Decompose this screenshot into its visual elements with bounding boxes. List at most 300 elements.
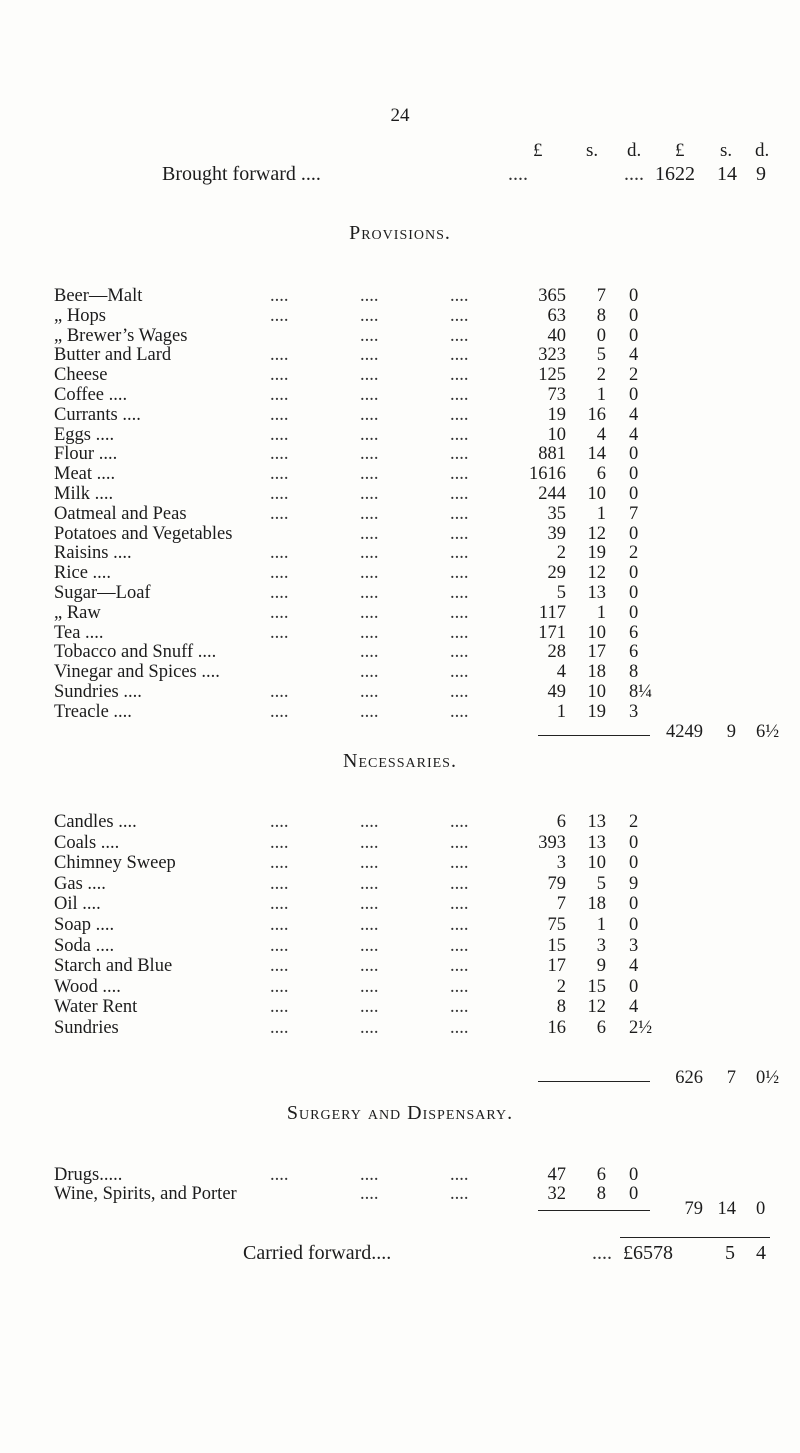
item-label: Sundries — [54, 1018, 119, 1038]
pence-value: 6 — [629, 642, 639, 663]
pounds-value: 881 — [538, 444, 566, 465]
leader-dots: .... — [360, 1183, 379, 1204]
leader-dots: .... — [270, 503, 289, 524]
ledger-row — [0, 682, 800, 704]
brought-forward-dots: .... — [508, 163, 528, 185]
leader-dots: .... — [360, 602, 379, 623]
leader-dots: .... — [450, 543, 469, 564]
leader-dots: .... — [450, 682, 469, 702]
pence-value: 9 — [629, 873, 639, 894]
leader-dots: .... — [360, 1018, 379, 1038]
item-label: Candles .... — [54, 812, 137, 832]
pence-value: 8 — [629, 662, 639, 683]
item-label: „ Hops — [54, 305, 106, 326]
pounds-value: 7 — [556, 894, 566, 915]
shillings-value: 18 — [587, 894, 606, 915]
leader-dots: .... — [450, 812, 469, 832]
pence-value: 0 — [629, 325, 639, 346]
leader-dots: .... — [270, 365, 289, 386]
leader-dots: .... — [450, 976, 469, 997]
leader-dots: .... — [450, 365, 469, 386]
leader-dots: .... — [450, 915, 469, 935]
pounds-value: 4 — [556, 662, 566, 683]
leader-dots: .... — [450, 1183, 469, 1204]
leader-dots: .... — [450, 894, 469, 915]
leader-dots: .... — [450, 853, 469, 874]
pence-value: 4 — [629, 956, 639, 977]
leader-dots: .... — [450, 583, 469, 603]
brought-forward-label: Brought forward .... — [162, 163, 321, 185]
pounds-header-1: £ — [533, 140, 543, 161]
leader-dots: .... — [450, 1018, 469, 1038]
section-total-rule — [538, 1081, 650, 1082]
leader-dots: .... — [450, 523, 469, 544]
leader-dots: .... — [360, 832, 379, 853]
leader-dots: .... — [270, 997, 289, 1018]
item-label: Treacle .... — [54, 701, 132, 722]
ledger-row — [0, 812, 800, 834]
pounds-value: 39 — [547, 523, 566, 544]
leader-dots: .... — [270, 404, 289, 425]
leader-dots: .... — [450, 345, 469, 366]
carried-forward-pence: 4 — [756, 1242, 766, 1264]
carried-forward-dots: .... — [592, 1242, 612, 1264]
ledger-row — [0, 425, 800, 447]
shillings-value: 2 — [596, 365, 606, 386]
ledger-row — [0, 484, 800, 506]
shillings-value: 13 — [587, 583, 606, 603]
pounds-value: 63 — [547, 305, 566, 326]
pounds-value: 171 — [538, 622, 566, 643]
pounds-value: 117 — [538, 602, 566, 623]
leader-dots: .... — [360, 915, 379, 935]
pence-value: 0 — [629, 305, 639, 326]
item-label: Vinegar and Spices .... — [54, 662, 220, 683]
ledger-row — [0, 662, 800, 684]
leader-dots: .... — [270, 812, 289, 832]
ledger-row — [0, 642, 800, 664]
leader-dots: .... — [360, 1165, 379, 1185]
shillings-value: 0 — [596, 325, 606, 346]
leader-dots: .... — [360, 444, 379, 465]
pence-value: 0 — [629, 563, 639, 584]
pence-value: 0 — [629, 484, 639, 504]
leader-dots: .... — [270, 701, 289, 722]
shillings-value: 6 — [596, 1018, 606, 1038]
ledger-row — [0, 997, 800, 1019]
leader-dots: .... — [360, 503, 379, 524]
carried-forward-label: Carried forward.... — [243, 1242, 392, 1264]
item-label: Drugs..... — [54, 1165, 123, 1185]
pounds-value: 29 — [547, 563, 566, 584]
section-total-rule — [538, 735, 650, 736]
leader-dots: .... — [450, 325, 469, 346]
pounds-value: 19 — [547, 404, 566, 425]
leader-dots: .... — [270, 956, 289, 977]
pounds-value: 32 — [547, 1183, 566, 1204]
leader-dots: .... — [270, 424, 289, 445]
pounds-value: 244 — [538, 484, 566, 504]
section-total-pence: 6½ — [756, 722, 780, 742]
pence-value: 3 — [629, 701, 639, 722]
leader-dots: .... — [360, 404, 379, 425]
item-label: Oatmeal and Peas — [54, 503, 187, 524]
ledger-row — [0, 464, 800, 486]
item-label: Eggs .... — [54, 424, 115, 445]
leader-dots: .... — [270, 1018, 289, 1038]
item-label: Wine, Spirits, and Porter — [54, 1183, 237, 1204]
shillings-value: 15 — [587, 976, 606, 997]
item-label: „ Raw — [54, 602, 101, 623]
leader-dots: .... — [360, 484, 379, 504]
leader-dots: .... — [270, 682, 289, 702]
carried-forward-rule — [620, 1237, 770, 1238]
leader-dots: .... — [270, 935, 289, 956]
leader-dots: .... — [360, 935, 379, 956]
ledger-row — [0, 326, 800, 348]
leader-dots: .... — [450, 662, 469, 683]
leader-dots: .... — [360, 385, 379, 405]
pounds-value: 16 — [547, 1018, 566, 1038]
leader-dots: .... — [270, 385, 289, 405]
section-total-shillings: 7 — [726, 1068, 736, 1088]
shillings-header-2: s. — [720, 140, 733, 161]
item-label: Beer—Malt — [54, 286, 143, 306]
pounds-value: 17 — [547, 956, 566, 977]
item-label: Cheese — [54, 365, 108, 386]
ledger-row — [0, 894, 800, 916]
ledger-row — [0, 286, 800, 308]
shillings-value: 16 — [587, 404, 606, 425]
leader-dots: .... — [450, 622, 469, 643]
leader-dots: .... — [450, 997, 469, 1018]
leader-dots: .... — [270, 444, 289, 465]
pence-value: 0 — [629, 286, 639, 306]
ledger-row — [0, 504, 800, 526]
ledger-row — [0, 956, 800, 978]
pence-value: 2 — [629, 812, 639, 832]
leader-dots: .... — [270, 305, 289, 326]
item-label: Oil .... — [54, 894, 101, 915]
pounds-value: 49 — [547, 682, 566, 702]
ledger-row — [0, 977, 800, 999]
pence-header-1: d. — [627, 140, 642, 161]
shillings-value: 19 — [587, 543, 606, 564]
carried-forward-amount: £6578 — [623, 1242, 673, 1264]
pounds-header-2: £ — [675, 140, 685, 161]
pence-value: 4 — [629, 424, 639, 445]
leader-dots: .... — [360, 464, 379, 485]
section-title-necessaries: Necessaries. — [343, 750, 457, 772]
page-number: 24 — [390, 105, 410, 126]
pence-value: 0 — [629, 444, 639, 465]
pence-value: 0 — [629, 894, 639, 915]
leader-dots: .... — [450, 286, 469, 306]
leader-dots: .... — [450, 602, 469, 623]
item-label: Tea .... — [54, 622, 104, 643]
item-label: Coals .... — [54, 832, 120, 853]
shillings-value: 3 — [596, 935, 606, 956]
ledger-row — [0, 345, 800, 367]
pence-value: 0 — [629, 464, 639, 485]
section-title-surgery: Surgery and Dispensary. — [286, 1102, 514, 1124]
leader-dots: .... — [450, 503, 469, 524]
leader-dots: .... — [360, 701, 379, 722]
pounds-value: 28 — [547, 642, 566, 663]
leader-dots: .... — [360, 682, 379, 702]
leader-dots: .... — [270, 602, 289, 623]
leader-dots: .... — [360, 812, 379, 832]
pounds-value: 6 — [556, 812, 566, 832]
pounds-value: 8 — [556, 997, 566, 1018]
brought-forward-pence: 9 — [756, 163, 766, 185]
pounds-value: 323 — [538, 345, 566, 366]
item-label: Sundries .... — [54, 682, 142, 702]
ledger-row — [0, 306, 800, 328]
leader-dots: .... — [270, 583, 289, 603]
leader-dots: .... — [450, 484, 469, 504]
shillings-value: 14 — [587, 444, 606, 465]
pounds-value: 365 — [538, 286, 566, 306]
leader-dots: .... — [450, 873, 469, 894]
leader-dots: .... — [450, 444, 469, 465]
item-label: Currants .... — [54, 404, 141, 425]
pence-value: 4 — [629, 404, 639, 425]
leader-dots: .... — [360, 997, 379, 1018]
shillings-value: 1 — [596, 503, 606, 524]
pounds-value: 79 — [547, 873, 566, 894]
pounds-value: 75 — [547, 915, 566, 935]
section-total-shillings: 14 — [717, 1199, 736, 1219]
shillings-value: 8 — [596, 1183, 606, 1204]
ledger-row — [0, 543, 800, 565]
leader-dots: .... — [270, 915, 289, 935]
pence-value: 0 — [629, 832, 639, 853]
leader-dots: .... — [360, 543, 379, 564]
leader-dots: .... — [450, 956, 469, 977]
item-label: Rice .... — [54, 563, 112, 584]
pounds-value: 1616 — [529, 464, 566, 485]
pounds-value: 73 — [547, 385, 566, 405]
pence-value: 6 — [629, 622, 639, 643]
shillings-value: 13 — [587, 812, 606, 832]
pence-value: 2½ — [629, 1018, 653, 1038]
leader-dots: .... — [450, 404, 469, 425]
item-label: Chimney Sweep — [54, 853, 176, 874]
shillings-value: 1 — [596, 385, 606, 405]
item-label: Coffee .... — [54, 385, 128, 405]
item-label: Gas .... — [54, 873, 106, 894]
leader-dots: .... — [270, 345, 289, 366]
shillings-value: 9 — [596, 956, 606, 977]
shillings-value: 10 — [587, 682, 606, 702]
pence-value: 0 — [629, 915, 639, 935]
pounds-value: 2 — [556, 976, 566, 997]
pence-value: 2 — [629, 365, 639, 386]
shillings-value: 12 — [587, 563, 606, 584]
brought-forward-dots-2: .... — [624, 163, 644, 185]
shillings-value: 1 — [596, 915, 606, 935]
section-total-shillings: 9 — [726, 722, 736, 742]
pounds-value: 40 — [547, 325, 566, 346]
pence-value: 0 — [629, 853, 639, 874]
shillings-value: 10 — [587, 622, 606, 643]
leader-dots: .... — [360, 523, 379, 544]
pence-header-2: d. — [755, 140, 770, 161]
ledger-row — [0, 603, 800, 625]
section-total-pence: 0 — [756, 1199, 766, 1219]
shillings-value: 7 — [596, 286, 606, 306]
item-label: Wood .... — [54, 976, 121, 997]
shillings-value: 6 — [596, 1165, 606, 1185]
shillings-value: 13 — [587, 832, 606, 853]
section-title-provisions: Provisions. — [349, 222, 451, 244]
leader-dots: .... — [450, 305, 469, 326]
item-label: „ Brewer’s Wages — [54, 325, 188, 346]
leader-dots: .... — [270, 976, 289, 997]
item-label: Starch and Blue — [54, 956, 173, 977]
pounds-value: 2 — [556, 543, 566, 564]
ledger-row — [0, 365, 800, 387]
ledger-row — [0, 702, 800, 724]
leader-dots: .... — [450, 1165, 469, 1185]
leader-dots: .... — [360, 976, 379, 997]
leader-dots: .... — [450, 832, 469, 853]
shillings-value: 5 — [596, 345, 606, 366]
ledger-row — [0, 563, 800, 585]
ledger-row — [0, 853, 800, 875]
section-total-pounds: 79 — [684, 1199, 703, 1219]
leader-dots: .... — [450, 385, 469, 405]
leader-dots: .... — [360, 365, 379, 386]
ledger-row — [0, 444, 800, 466]
brought-forward-pounds: 1622 — [655, 163, 695, 185]
leader-dots: .... — [270, 1165, 289, 1185]
item-label: Potatoes and Vegetables — [54, 523, 233, 544]
pounds-value: 1 — [556, 701, 566, 722]
leader-dots: .... — [270, 484, 289, 504]
pence-value: 4 — [629, 345, 639, 366]
shillings-value: 12 — [587, 523, 606, 544]
ledger-row — [0, 1018, 800, 1040]
carried-forward-shillings: 5 — [725, 1242, 735, 1264]
pounds-value: 47 — [547, 1165, 566, 1185]
shillings-value: 18 — [587, 662, 606, 683]
leader-dots: .... — [360, 325, 379, 346]
leader-dots: .... — [270, 894, 289, 915]
section-total-pounds: 4249 — [666, 722, 703, 742]
ledger-row — [0, 385, 800, 407]
ledger-row — [0, 524, 800, 546]
shillings-value: 10 — [587, 484, 606, 504]
item-label: Tobacco and Snuff .... — [54, 642, 217, 663]
leader-dots: .... — [360, 642, 379, 663]
item-label: Water Rent — [54, 997, 138, 1018]
leader-dots: .... — [450, 642, 469, 663]
shillings-value: 5 — [596, 873, 606, 894]
pence-value: 3 — [629, 935, 639, 956]
pounds-value: 35 — [547, 503, 566, 524]
pence-value: 7 — [629, 503, 639, 524]
item-label: Milk .... — [54, 484, 114, 504]
shillings-value: 1 — [596, 602, 606, 623]
shillings-value: 6 — [596, 464, 606, 485]
leader-dots: .... — [360, 956, 379, 977]
shillings-value: 12 — [587, 997, 606, 1018]
item-label: Sugar—Loaf — [54, 583, 151, 603]
leader-dots: .... — [450, 563, 469, 584]
leader-dots: .... — [360, 345, 379, 366]
pounds-value: 125 — [538, 365, 566, 386]
ledger-row — [0, 936, 800, 958]
ledger-row — [0, 833, 800, 855]
leader-dots: .... — [360, 305, 379, 326]
pence-value: 4 — [629, 997, 639, 1018]
ledger-row — [0, 874, 800, 896]
section-total-rule — [538, 1210, 650, 1211]
ledger-row — [0, 405, 800, 427]
shillings-value: 17 — [587, 642, 606, 663]
pence-value: 0 — [629, 602, 639, 623]
item-label: Soda .... — [54, 935, 115, 956]
leader-dots: .... — [270, 873, 289, 894]
leader-dots: .... — [450, 701, 469, 722]
ledger-row — [0, 623, 800, 645]
pounds-value: 5 — [556, 583, 566, 603]
leader-dots: .... — [360, 622, 379, 643]
section-total-pence: 0½ — [756, 1068, 780, 1088]
ledger-row — [0, 915, 800, 937]
item-label: Butter and Lard — [54, 345, 172, 366]
pence-value: 0 — [629, 1165, 639, 1185]
pence-value: 0 — [629, 1183, 639, 1204]
pounds-value: 15 — [547, 935, 566, 956]
leader-dots: .... — [360, 286, 379, 306]
leader-dots: .... — [450, 424, 469, 445]
ledger-row — [0, 583, 800, 605]
pence-value: 8¼ — [629, 682, 653, 702]
leader-dots: .... — [450, 464, 469, 485]
pence-value: 0 — [629, 523, 639, 544]
item-label: Flour .... — [54, 444, 118, 465]
leader-dots: .... — [270, 543, 289, 564]
leader-dots: .... — [360, 894, 379, 915]
leader-dots: .... — [360, 424, 379, 445]
leader-dots: .... — [270, 563, 289, 584]
pounds-value: 393 — [538, 832, 566, 853]
leader-dots: .... — [360, 873, 379, 894]
leader-dots: .... — [360, 662, 379, 683]
leader-dots: .... — [270, 832, 289, 853]
pounds-value: 10 — [547, 424, 566, 445]
brought-forward-shillings: 14 — [717, 163, 737, 185]
shillings-value: 10 — [587, 853, 606, 874]
pence-value: 0 — [629, 385, 639, 405]
shillings-value: 4 — [596, 424, 606, 445]
leader-dots: .... — [360, 853, 379, 874]
pounds-value: 3 — [556, 853, 566, 874]
leader-dots: .... — [360, 563, 379, 584]
pence-value: 0 — [629, 583, 639, 603]
shillings-value: 8 — [596, 305, 606, 326]
leader-dots: .... — [270, 464, 289, 485]
item-label: Raisins .... — [54, 543, 132, 564]
leader-dots: .... — [450, 935, 469, 956]
section-total-pounds: 626 — [675, 1068, 703, 1088]
pence-value: 2 — [629, 543, 639, 564]
leader-dots: .... — [270, 622, 289, 643]
shillings-header-1: s. — [586, 140, 599, 161]
